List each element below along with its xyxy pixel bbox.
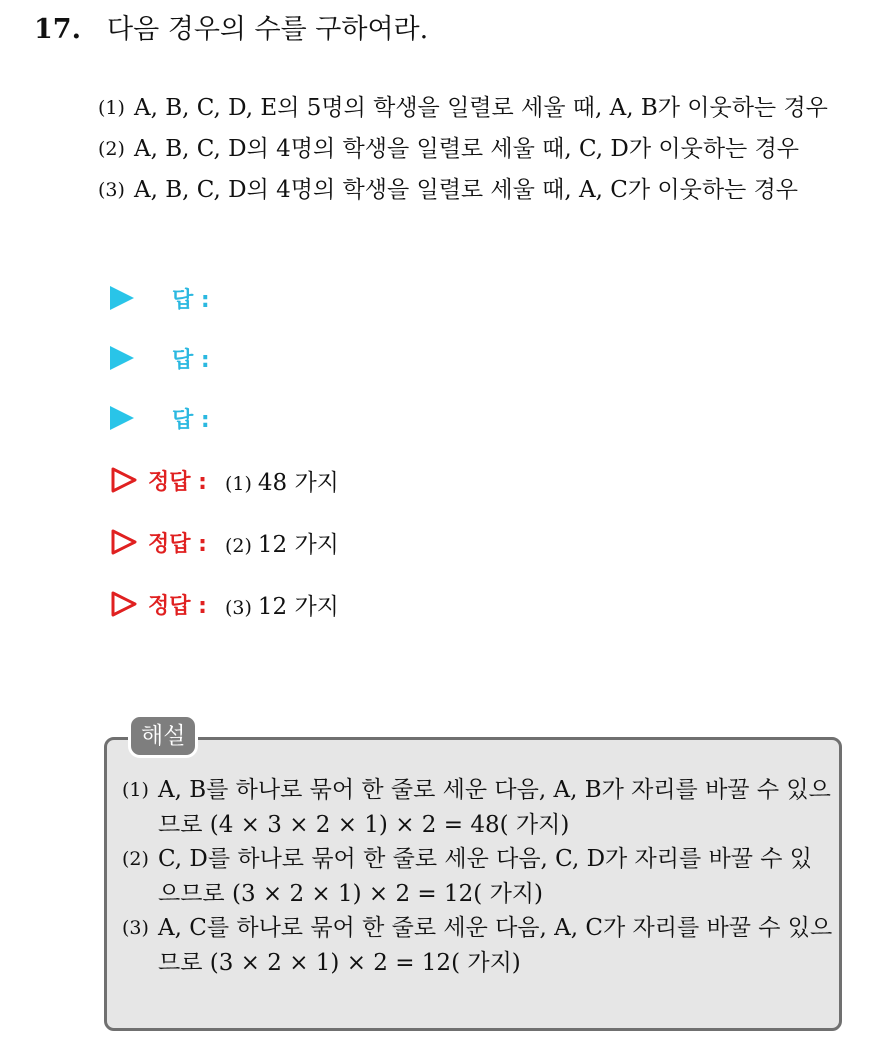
correct-answer-text: 48 가지 <box>257 469 339 496</box>
answer-blank-3 <box>110 398 210 438</box>
sub-question-list <box>98 88 868 211</box>
sub-question-number: (2) <box>98 138 125 160</box>
correct-answer-3 <box>110 584 339 624</box>
correct-answer-value <box>225 526 339 559</box>
correct-answer-number: (2) <box>224 534 252 557</box>
outline-triangle-icon <box>110 466 138 494</box>
outline-triangle-icon <box>110 590 138 618</box>
answer-label: 답 : <box>172 347 210 373</box>
answer-label: 답 : <box>172 407 210 433</box>
sub-question-text: A, B, C, D의 4명의 학생을 일렬로 세울 때, A, C가 이웃하는 경우 <box>134 177 799 203</box>
sub-question-number: (3) <box>98 179 125 201</box>
explanation-tag: 해설 <box>128 714 198 758</box>
explanation-item-3 <box>122 911 834 980</box>
problem-header <box>34 12 428 48</box>
answer-blank-1 <box>110 278 210 318</box>
answer-blank-2 <box>110 338 210 378</box>
sub-question-1 <box>98 88 868 129</box>
correct-answer-label: 정답 : <box>148 593 207 619</box>
correct-answer-value <box>225 464 339 497</box>
sub-question-3 <box>98 170 868 211</box>
play-triangle-icon <box>110 406 134 430</box>
correct-answer-value <box>225 588 339 621</box>
sub-question-text: A, B, C, D의 4명의 학생을 일렬로 세울 때, C, D가 이웃하는 경우 <box>134 136 800 162</box>
explanation-text: C, D를 하나로 묶어 한 줄로 세운 다음, C, D가 자리를 바꿀 수 있으므로 (3 × 2 × 1) × 2 = 12( 가지) <box>158 846 812 907</box>
explanation-text: A, C를 하나로 묶어 한 줄로 세운 다음, A, C가 자리를 바꿀 수 있으므로 (3 × 2 × 1) × 2 = 12( 가지) <box>158 915 833 976</box>
problem-question: 다음 경우의 수를 구하여라. <box>106 14 429 45</box>
correct-answer-text: 12 가지 <box>257 531 339 558</box>
correct-answer-number: (3) <box>224 596 252 619</box>
explanation-number: (2) <box>122 848 149 870</box>
explanation-text: A, B를 하나로 묶어 한 줄로 세운 다음, A, B가 자리를 바꿀 수 있으므로 (4 × 3 × 2 × 1) × 2 = 48( 가지) <box>158 777 831 838</box>
outline-triangle-icon <box>110 528 138 556</box>
play-triangle-icon <box>110 346 134 370</box>
explanation-content <box>122 773 834 980</box>
correct-answer-label: 정답 : <box>148 469 207 495</box>
explanation-number: (1) <box>122 779 149 801</box>
play-triangle-icon <box>110 286 134 310</box>
sub-question-text: A, B, C, D, E의 5명의 학생을 일렬로 세울 때, A, B가 이웃하는 경우 <box>134 95 828 121</box>
explanation-number: (3) <box>122 917 149 939</box>
sub-question-2 <box>98 129 868 170</box>
sub-question-number: (1) <box>98 97 125 119</box>
correct-answer-number: (1) <box>224 472 252 495</box>
correct-answer-text: 12 가지 <box>257 593 339 620</box>
answer-label: 답 : <box>172 287 210 313</box>
correct-answer-2 <box>110 522 339 562</box>
correct-answer-1 <box>110 460 339 500</box>
correct-answer-label: 정답 : <box>148 531 207 557</box>
explanation-item-1 <box>122 773 834 842</box>
problem-number: 17. <box>34 14 81 45</box>
explanation-item-2 <box>122 842 834 911</box>
